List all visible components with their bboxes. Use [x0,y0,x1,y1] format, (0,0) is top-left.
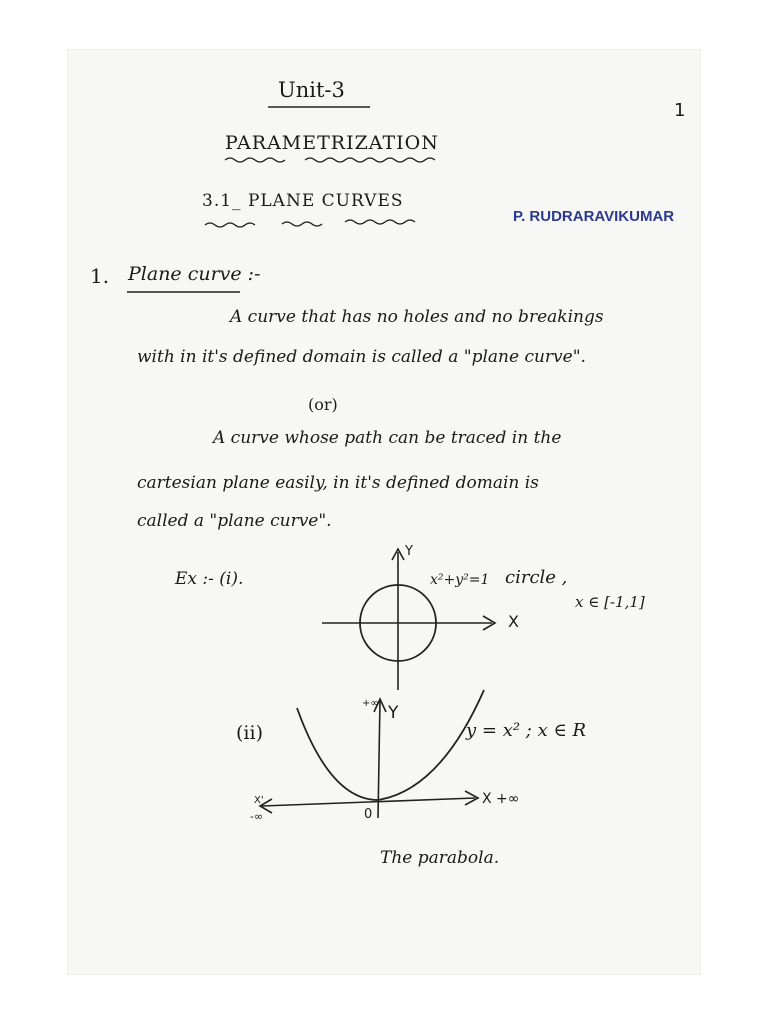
circle-axis-x-label: X [508,612,519,631]
author-name: P. RUDRARAVIKUMAR [513,208,675,225]
or-text: (or) [308,395,338,414]
parabola-axis-y-label: Y [388,703,399,723]
page-number: 1 [674,100,686,121]
title-wavy-underline [225,158,435,162]
example2-label: (ii) [236,722,263,744]
circle-name: circle , [505,567,568,588]
paragraph1-line2: with in it's defined domain is called a "plane curve". [137,347,586,367]
paragraph2-line2: cartesian plane easily, in it's defined domain is [137,473,539,493]
heading-label: Plane curve :- [128,263,261,285]
unit-title: Unit-3 [278,78,345,102]
paragraph2-line3: called a "plane curve". [137,511,332,531]
parabola-equation: y = x² ; x ∈ R [466,720,587,741]
section-title: 3.1_ PLANE CURVES [202,191,404,211]
example1-label: Ex :- (i). [175,569,244,589]
paragraph1-line1: A curve that has no holes and no breakings [230,307,604,327]
parabola-graph [260,690,484,818]
parabola-origin: 0 [364,807,373,822]
circle-domain: x ∈ [-1,1] [575,593,645,611]
heading-number: 1. [90,264,110,288]
circle-equation: x²+y²=1 [430,572,490,588]
parabola-y-infinity: +∞ [362,698,379,709]
parabola-x-negative: X' [254,795,264,806]
circle-graph [322,549,495,690]
parabola-x-neg-infinity: -∞ [250,810,264,823]
parabola-x-positive: X +∞ [482,791,520,807]
paragraph2-line1: A curve whose path can be traced in the [213,428,562,448]
parabola-caption: The parabola. [380,848,500,868]
section-wavy-underline [205,220,415,227]
main-title: PARAMETRIZATION [225,132,439,154]
circle-axis-y-label: Y [405,544,413,559]
